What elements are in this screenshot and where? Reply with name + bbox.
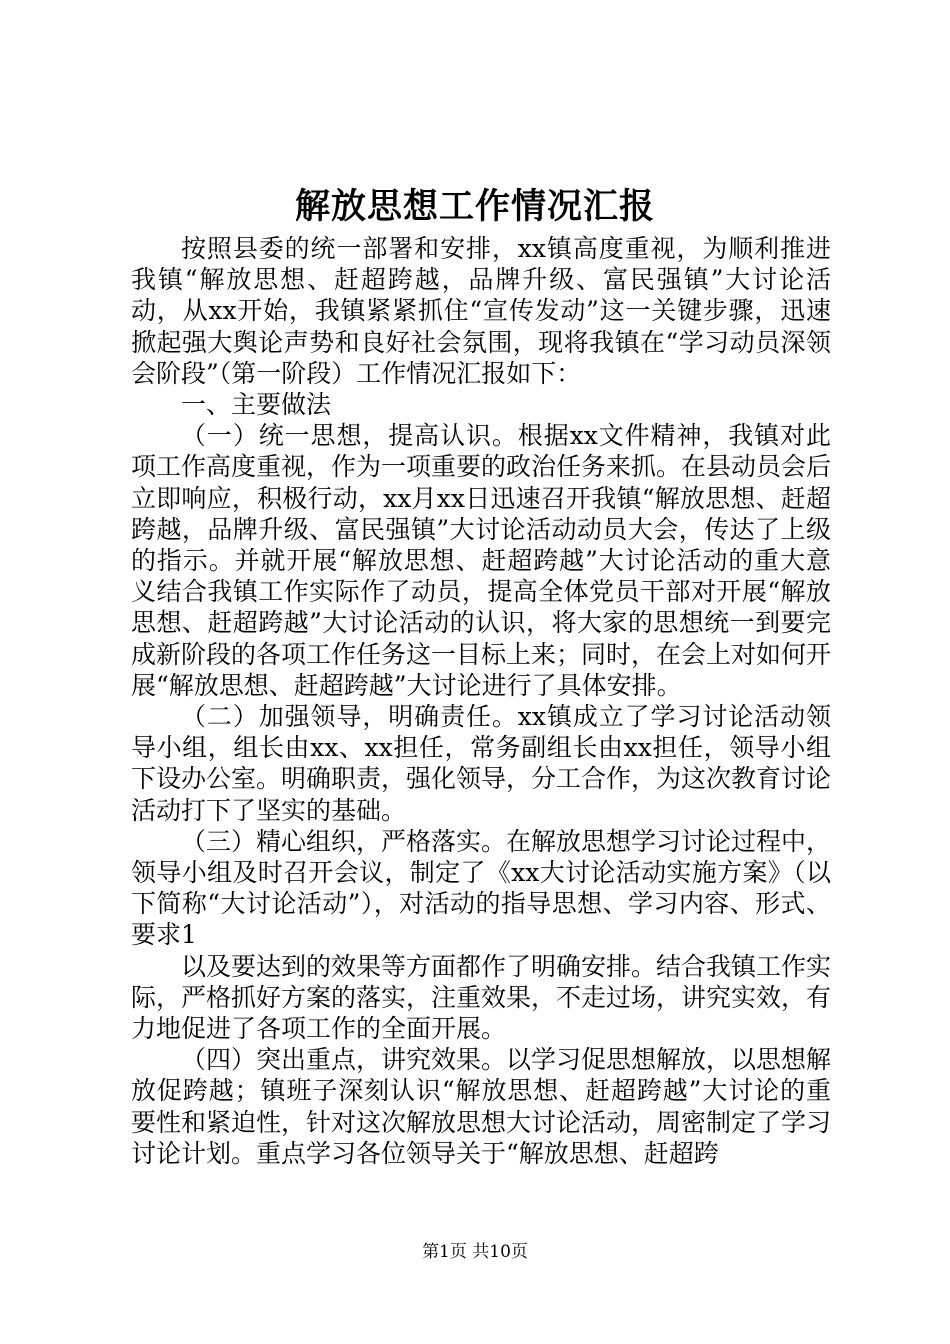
section-heading-main-practices: 一、主要做法 xyxy=(181,390,332,420)
page-number-footer: 第1页 共10页 xyxy=(422,1242,528,1262)
paragraph-item-3-continued: 以及要达到的效果等方面都作了明确安排。结合我镇工作实际，严格抓好方案的落实，注重效果，不走过场，讲究实效，有力地促进了各项工作的全面开展。 xyxy=(131,951,832,1044)
document-body xyxy=(131,233,831,1169)
paragraph-item-4: （四）突出重点，讲究效果。以学习促思想解放，以思想解放促跨越；镇班子深刻认识“解放思想、赶超跨越”大讨论的重要性和紧迫性，针对这次解放思想大讨论活动，周密制定了学习讨论计划。重点学习各位领导关于“解放思想、赶超跨 xyxy=(131,1045,832,1168)
paragraph-item-1: （一）统一思想，提高认识。根据xx文件精神，我镇对此项工作高度重视，作为一项重要的政治任务来抓。在县动员会后立即响应，积极行动，xx月xx日迅速召开我镇“解放思想、赶超跨越，品牌升级、富民强镇”大讨论活动动员大会，传达了上级的指示。并就开展“解放思想、赶超跨越”大讨论活动的重大意义结合我镇工作实际作了动员，提高全体党员干部对开展“解放思想、赶超跨越”大讨论活动的认识，将大家的思想统一到要完成新阶段的各项工作任务这一目标上来；同时，在会上对如何开展“解放思想、赶超跨越”大讨论进行了具体安排。 xyxy=(131,421,832,700)
paragraph-intro: 按照县委的统一部署和安排，xx镇高度重视，为顺利推进我镇“解放思想、赶超跨越，品牌升级、富民强镇”大讨论活动，从xx开始，我镇紧紧抓住“宣传发动”这一关键步骤，迅速掀起强大舆论声势和良好社会氛围，现将我镇在“学习动员深领会阶段”（第一阶段）工作情况汇报如下： xyxy=(131,234,831,388)
paragraph-item-2: （二）加强领导，明确责任。xx镇成立了学习讨论活动领导小组，组长由xx、xx担任，常务副组长由xx担任，领导小组下设办公室。明确职责，强化领导，分工合作，为这次教育讨论活动打下了坚实的基础。 xyxy=(131,702,832,825)
document-title: 解放思想工作情况汇报 xyxy=(294,186,655,227)
paragraph-item-3: （三）精心组织，严格落实。在解放思想学习讨论过程中，领导小组及时召开会议，制定了《xx大讨论活动实施方案》（以下简称“大讨论活动”），对活动的指导思想、学习内容、形式、要求1 xyxy=(131,826,832,950)
